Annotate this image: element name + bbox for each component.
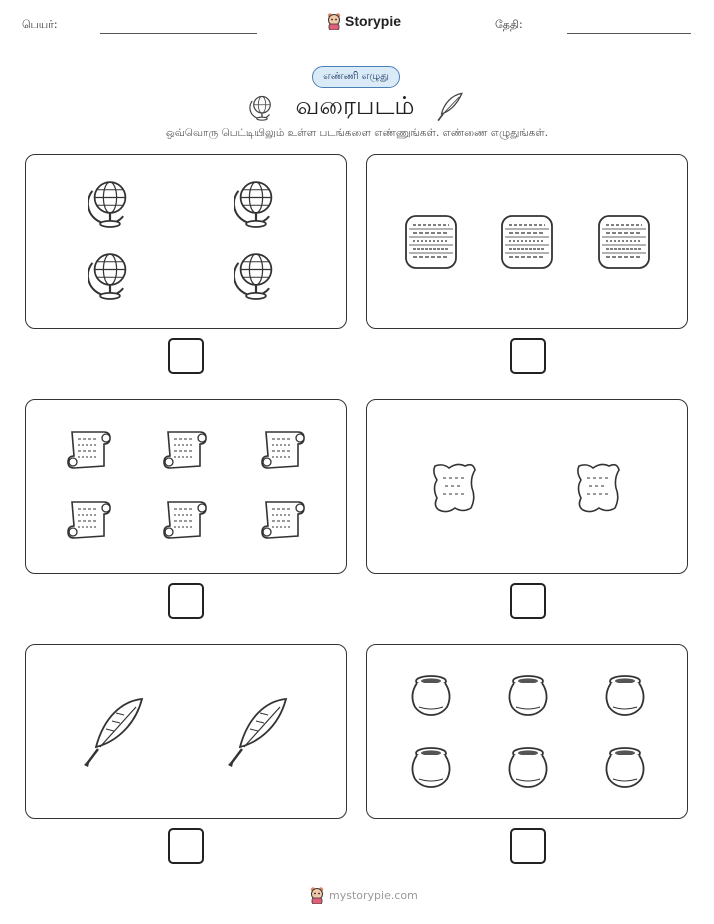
brand-logo (326, 12, 401, 30)
counting-box-5 (25, 644, 347, 819)
counting-box-2 (366, 154, 688, 329)
pot-icon (407, 745, 455, 795)
answer-box-1[interactable] (168, 338, 204, 374)
date-label: தேதி: (495, 18, 523, 31)
scroll-icon (160, 496, 212, 548)
globe-icon (247, 90, 277, 124)
scroll-icon (258, 496, 310, 548)
scroll-icon (64, 496, 116, 548)
bear-mascot-icon (326, 12, 342, 30)
date-line[interactable] (567, 33, 691, 34)
pot-icon (504, 745, 552, 795)
footer-url[interactable]: mystorypie.com (329, 888, 418, 902)
globe-icon (234, 247, 278, 307)
quill-icon (222, 693, 292, 773)
scroll-icon (258, 426, 310, 478)
globe-icon (88, 175, 132, 235)
instructions: ஒவ்வொரு பெட்டியிலும் உள்ள படங்களை எண்ணுங்கள். எண்ணை எழுதுங்கள். (165, 127, 549, 139)
bear-mascot-icon (309, 886, 325, 904)
answer-box-4[interactable] (510, 583, 546, 619)
pot-icon (601, 673, 649, 723)
answer-box-6[interactable] (510, 828, 546, 864)
counting-box-6 (366, 644, 688, 819)
quill-icon (433, 89, 467, 125)
pot-icon (504, 673, 552, 723)
scroll-icon (64, 426, 116, 478)
brand-name: Storypie (345, 13, 402, 29)
pot-icon (407, 673, 455, 723)
counting-box-3 (25, 399, 347, 574)
name-line[interactable] (100, 33, 257, 34)
activity-badge: எண்ணி எழுது (312, 66, 400, 88)
clay-tablet-icon (499, 213, 555, 275)
counting-box-4 (366, 399, 688, 574)
title-row (0, 88, 714, 126)
quill-icon (78, 693, 148, 773)
scroll-icon (160, 426, 212, 478)
clay-tablet-icon (403, 213, 459, 275)
name-label: பெயர்: (22, 18, 58, 31)
clay-tablet-icon (596, 213, 652, 275)
answer-box-2[interactable] (510, 338, 546, 374)
counting-box-1 (25, 154, 347, 329)
pot-icon (601, 745, 649, 795)
footer (309, 886, 418, 904)
parchment-icon (429, 460, 479, 520)
page-title: வரைபடம் (295, 90, 415, 120)
parchment-icon (573, 460, 623, 520)
answer-box-5[interactable] (168, 828, 204, 864)
globe-icon (88, 247, 132, 307)
answer-box-3[interactable] (168, 583, 204, 619)
globe-icon (234, 175, 278, 235)
